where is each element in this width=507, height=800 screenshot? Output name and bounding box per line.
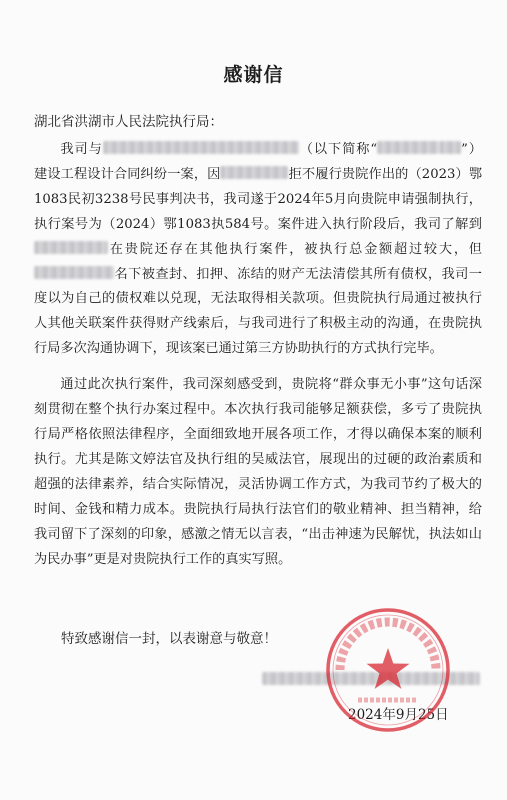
p1-text-6: 名下被查封、扣押、冻结的财产无法清偿其所有债权，我司一度以为自己的债权难以兑现，无法取得相关款项。但贵院执行局通过被执行人其他关联案件获得财产线索后，与我司进行了积极主动的沟通，在贵院执行局多次沟通协调下，现该案已通过第三方协助执行的方式执行完毕。: [34, 266, 482, 357]
p1-text-1: 我司与: [60, 142, 103, 157]
redacted-short-name-cont: [439, 141, 461, 154]
p1-text-4: 拒不履行贵院作出的（2023）鄂1083民初3238号民事判决书，我司遂于2024年5月向贵院申请强制执行，执行案号为（2024）鄂1083执584号。案件进入执行阶段后，我司了解到: [34, 166, 483, 232]
seal-star-icon: [367, 648, 410, 689]
letter-closing: 特致感谢信一封，以表谢意与敬意！: [61, 631, 277, 647]
redacted-respondent-2: [34, 241, 108, 254]
paragraph-appreciation: 通过此次执行案件，我司深刻感受到，贵院将“群众事无小事”这句话深刻贯彻在整个执行办案过程中。本次执行我司能够足额获偿，多亏了贵院执行局严格依照法律程序，全面细致地开展各项工作，才得以确保本案的顺利执行。尤其是陈文婷法官及执行组的吴威法官，展现出的过硬的政治素质和超强的法律素养，结合实际情况，灵活协调工作方式，为我司节约了极大的时间、金钱和精力成本。贵院执行局执行法官们的敬业精神、担当精神，给我司留下了深刻的印象，感激之情无以言表，“出击神速为民解忧，执法如山为民办事”更是对贵院执行工作的真实写照。: [34, 377, 482, 567]
redacted-short-name: [377, 141, 439, 154]
letter-body: [34, 138, 482, 572]
redacted-respondent-3: [34, 266, 114, 279]
p1-text-2: （以下简称“: [298, 142, 378, 157]
redacted-company-name: [103, 141, 299, 154]
p1-text-3: ”）建设工程设计合同纠纷一案，因: [34, 142, 482, 182]
paragraph-case-background: [34, 138, 482, 362]
p1-text-5: 在贵院还存在其他执行案件，被执行总金额超过较大，但: [108, 241, 482, 257]
letter-title: 感谢信: [223, 64, 284, 86]
company-seal: [318, 600, 458, 740]
redacted-respondent: [220, 166, 288, 179]
letter-salutation: 湖北省洪湖市人民法院执行局：: [34, 114, 223, 130]
letter-date: 2024年9月25日: [348, 707, 449, 723]
